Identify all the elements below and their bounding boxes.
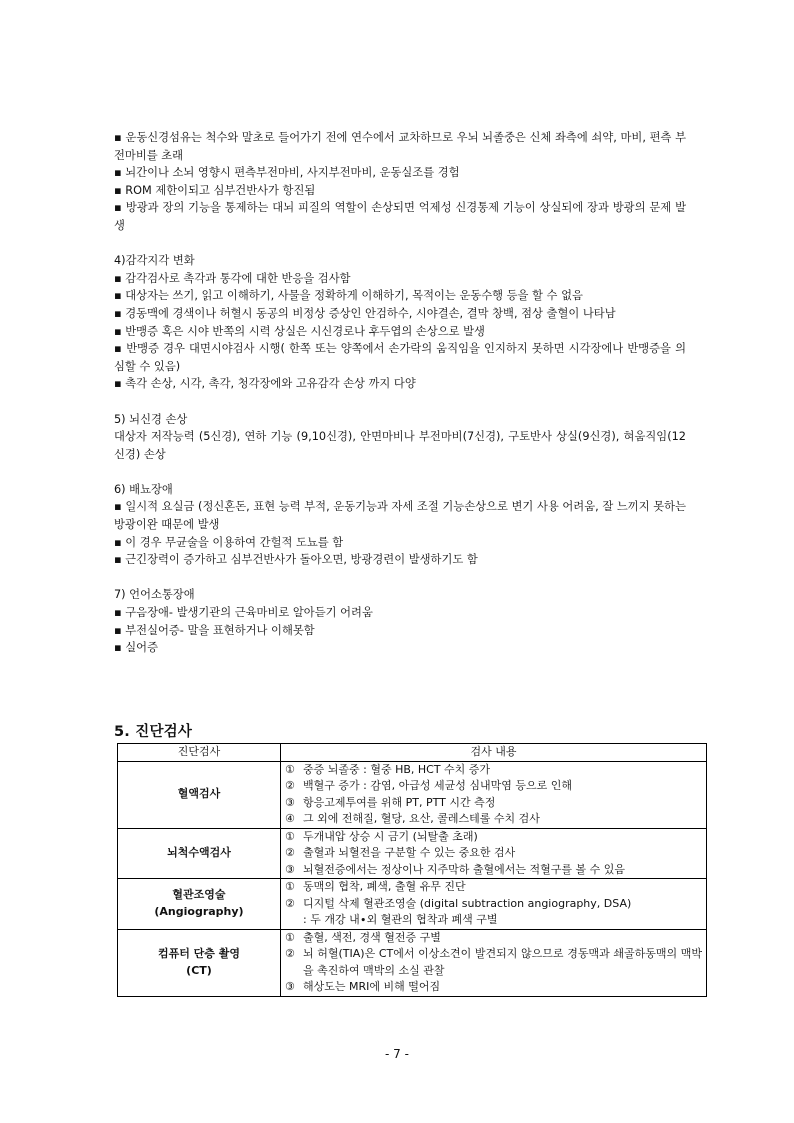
urinary-item: ▪ 이 경우 무균술을 이용하여 간헐적 도뇨를 함 bbox=[114, 535, 344, 549]
content-item bbox=[285, 896, 702, 913]
content-item bbox=[285, 979, 702, 996]
item-number: ④ bbox=[285, 812, 295, 825]
content-item bbox=[285, 862, 702, 879]
test-name bbox=[118, 929, 281, 996]
test-name-label: 혈액검사 bbox=[177, 787, 221, 801]
content-item bbox=[285, 811, 702, 828]
sensory-item: ▪ 대상자는 쓰기, 읽고 이해하기, 사물을 정확하게 이해하기, 목적이는 운동수행 등을 할 수 없음 bbox=[114, 289, 583, 303]
speech-heading: 7) 언어소통장애 bbox=[114, 588, 195, 602]
test-name-sub: (CT) bbox=[186, 963, 212, 977]
test-content bbox=[281, 828, 707, 879]
cranial-heading: 5) 뇌신경 손상 bbox=[114, 412, 188, 426]
item-text: 두개내압 상승 시 금기 (뇌탈출 초래) bbox=[303, 829, 478, 843]
item-number: ③ bbox=[285, 862, 295, 876]
item-number: ② bbox=[285, 947, 295, 960]
speech-item: ▪ 부전실어증- 말을 표현하거나 이해못함 bbox=[114, 623, 315, 637]
content-continuation: : 두 개강 내∙외 혈관의 협착과 폐색 구별 bbox=[303, 913, 498, 926]
item-number: ② bbox=[285, 896, 295, 910]
sensory-item: ▪ 감각검사로 촉각과 통각에 대한 반응을 검사함 bbox=[114, 271, 351, 285]
test-name-sub: (Angiography) bbox=[154, 904, 244, 918]
urinary-item: ▪ 일시적 요실금 (정신혼돈, 표현 능력 부적, 운동기능과 자세 조절 기능손상으로 변기 사용 어려움, 잘 느끼지 못하는 방광이완 때문에 발생 bbox=[114, 500, 686, 532]
item-text: 중증 뇌졸중 : 혈중 HB, HCT 수치 증가 bbox=[303, 762, 491, 776]
section-title: 5. 진단검사 bbox=[114, 724, 193, 740]
table-header: 검사 내용 bbox=[281, 744, 707, 762]
item-number: ① bbox=[285, 762, 295, 776]
sensory-heading: 4)감각지각 변화 bbox=[114, 254, 195, 268]
body-text bbox=[114, 129, 686, 657]
sensory-item: ▪ 촉각 손상, 시각, 촉각, 청각장에와 고유감각 손상 까지 다양 bbox=[114, 377, 416, 391]
item-text: 백혈구 증가 : 감염, 아급성 세균성 심내막염 등으로 인해 bbox=[303, 779, 572, 792]
test-name bbox=[118, 879, 281, 930]
motor-item: ▪ ROM 제한이되고 심부건반사가 항진됨 bbox=[114, 183, 316, 197]
motor-item: ▪ 뇌간이나 소뇌 영향시 편측부전마비, 사지부전마비, 운동실조를 경험 bbox=[114, 166, 460, 180]
content-item bbox=[285, 930, 702, 947]
item-text: 항응고제투여를 위해 PT, PTT 시간 측정 bbox=[303, 795, 496, 809]
test-name bbox=[118, 828, 281, 879]
diagnostic-table bbox=[117, 743, 707, 997]
item-text: 출혈, 색전, 경색 혈전증 구별 bbox=[303, 930, 441, 944]
table-header-row bbox=[118, 744, 707, 762]
item-text: 그 외에 전해질, 혈당, 요산, 콜레스테롤 수치 검사 bbox=[303, 812, 540, 825]
item-number: ① bbox=[285, 829, 295, 843]
item-number: ③ bbox=[285, 980, 295, 993]
item-number: ② bbox=[285, 846, 295, 859]
content-item bbox=[285, 845, 702, 862]
test-content bbox=[281, 929, 707, 996]
test-name-label: 컴퓨터 단층 촬영 bbox=[157, 947, 241, 960]
content-item bbox=[285, 795, 702, 812]
content-item bbox=[285, 879, 702, 896]
motor-item: ▪ 운동신경섬유는 척수와 말초로 들어가기 전에 연수에서 교차하므로 우뇌 뇌졸중은 신체 좌측에 쇠약, 마비, 편측 부전마비를 초래 bbox=[114, 131, 686, 162]
motor-item: ▪ 방광과 장의 기능을 통제하는 대뇌 피질의 역할이 손상되면 억제성 신경통제 기능이 상실되에 장과 방광의 문제 발생 bbox=[114, 201, 686, 232]
content-item bbox=[285, 946, 702, 979]
content-item bbox=[285, 829, 702, 846]
speech-item: ▪ 실어증 bbox=[114, 641, 158, 655]
urinary-item: ▪ 근긴장력이 증가하고 심부건반사가 돌아오면, 방광경련이 발생하기도 함 bbox=[114, 553, 478, 567]
item-number: ① bbox=[285, 930, 295, 944]
test-name-label: 혈관조영술 bbox=[172, 888, 226, 902]
table-row bbox=[118, 879, 707, 930]
content-item bbox=[285, 762, 702, 779]
item-number: ① bbox=[285, 880, 295, 893]
sensory-item: ▪ 반맹증 경우 대면시야검사 시행( 한쪽 또는 양쪽에서 손가락의 움직임을 인지하지 못하면 시각장에나 반맹증을 의심할 수 있음) bbox=[114, 342, 686, 373]
table-row bbox=[118, 761, 707, 828]
item-number: ③ bbox=[285, 795, 295, 809]
sensory-item: ▪ 경동맥에 경색이나 허혈시 동공의 비정상 증상인 안검하수, 시야결손, 결막 창백, 점상 출혈이 나타남 bbox=[114, 306, 616, 320]
item-text: 동맥의 협착, 폐색, 출혈 유무 진단 bbox=[303, 880, 466, 893]
item-text: 뇌 허혈(TIA)은 CT에서 이상소견이 발견되지 않으므로 경동맥과 쇄골하동맥의 맥박을 촉진하여 맥박의 소실 관찰 bbox=[303, 947, 702, 977]
item-text: 뇌혈전증에서는 정상이나 지주막하 출혈에서는 적혈구를 볼 수 있음 bbox=[303, 862, 626, 876]
test-name-label: 뇌척수액검사 bbox=[167, 846, 231, 859]
sensory-item: ▪ 반맹증 혹은 시야 반쪽의 시력 상실은 시신경로나 후두엽의 손상으로 발생 bbox=[114, 324, 485, 338]
item-text: 디지털 삭제 혈관조영술 (digital subtraction angiography, DSA) bbox=[303, 896, 632, 910]
page-number: - 7 - bbox=[385, 1047, 409, 1061]
test-content bbox=[281, 761, 707, 828]
table-header: 진단검사 bbox=[118, 744, 281, 762]
table-row bbox=[118, 929, 707, 996]
table-row bbox=[118, 828, 707, 879]
test-name bbox=[118, 761, 281, 828]
speech-item: ▪ 구음장애- 발생기관의 근육마비로 알아듣기 어려움 bbox=[114, 606, 373, 620]
test-content bbox=[281, 879, 707, 930]
urinary-heading: 6) 배뇨장애 bbox=[114, 482, 173, 496]
item-text: 해상도는 MRI에 비해 떨어짐 bbox=[303, 980, 441, 993]
item-text: 출혈과 뇌혈전을 구분할 수 있는 중요한 검사 bbox=[303, 846, 516, 859]
content-item bbox=[285, 778, 702, 795]
item-number: ② bbox=[285, 779, 295, 792]
cranial-text: 대상자 저작능력 (5신경), 연하 기능 (9,10신경), 안면마비나 부전마비(7신경), 구토반사 상실(9신경), 혀움직임(12신경) 손상 bbox=[114, 430, 686, 461]
